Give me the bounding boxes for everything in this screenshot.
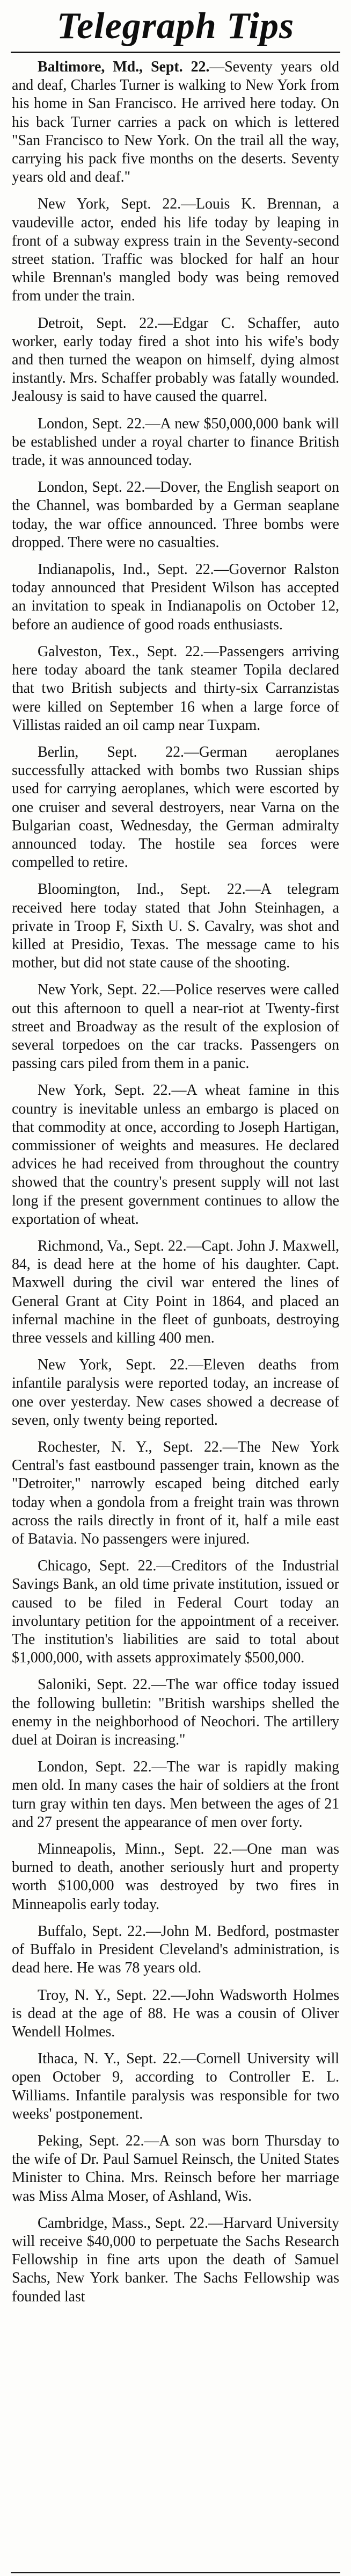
news-item-text: —German aeroplanes successfully attacked with bombs two Russian ships used for carrying aeroplanes, which were escorted by one cruiser and several destroyers, near Varna on the Bulgarian coast, Wednesday, the German admiralty announced today. The hostile sea forces were compelled to retire. — [12, 743, 339, 871]
news-item-text: —The war office today issued the following bulletin: "British warships shelled the enemy in the neighborhood of Neochori. The artillery duel at Doiran is increasing." — [12, 1676, 339, 1749]
news-item — [12, 643, 339, 735]
news-item-text: —A new $50,000,000 bank will be established under a royal charter to finance British trade, it was announced today. — [12, 415, 340, 469]
news-item-dateline: Rochester, N. Y., Sept. 22. — [38, 1439, 223, 1456]
news-item — [12, 195, 339, 305]
news-item — [12, 743, 339, 872]
news-item-text: —Louis K. Brennan, a vaudeville actor, ended his life today by leaping in front of a subway express train in the Seventy-second street station. Traffic was blocked for half an hour while Brennan's mangled body was being removed from under the train. — [12, 196, 339, 305]
news-item-dateline: London, Sept. 22. — [38, 479, 145, 496]
news-item — [12, 415, 339, 470]
news-item-dateline: New York, Sept. 22. — [38, 196, 181, 213]
news-item-dateline: Saloniki, Sept. 22. — [38, 1676, 151, 1694]
news-item-text: —Governor Ralston today announced that President Wilson has accepted an invitation to speak in Indianapolis on October 12, before an audience of good roads enthusiasts. — [12, 561, 340, 633]
news-item-text: —Creditors of the Industrial Savings Bank, an old time private institution, issued or caused to be filed in Federal Court today an involuntary petition for the appointment of a receiver. The institution's liabilities are said to total about $1,000,000, with assets approximately $500,000. — [12, 1558, 340, 1667]
news-item-dateline: London, Sept. 22. — [38, 415, 145, 432]
news-item-text: —Cornell University will open October 9, according to Controller E. L. Williams. Infantile paralysis was responsible for two weeks' postponement. — [12, 2050, 340, 2122]
news-item-text: —Eleven deaths from infantile paralysis were reported today, an increase of one over yesterday. New cases showed a decrease of seven, only twenty being reported. — [12, 1357, 339, 1429]
news-item-text: —John Wadsworth Holmes is dead at the age of 88. He was a cousin of Oliver Wendell Holmes. — [12, 1986, 339, 2040]
news-item-dateline: London, Sept. 22. — [38, 1759, 152, 1776]
news-item-dateline: Buffalo, Sept. 22. — [38, 1922, 146, 1940]
news-item — [12, 2214, 339, 2306]
news-item-text: —The war is rapidly making men old. In many cases the hair of soldiers at the front turn gray within ten days. Men between the ages of 21 and 27 present the appearance of men over forty. — [12, 1759, 339, 1831]
news-item — [12, 1840, 339, 1914]
news-column — [12, 58, 339, 2315]
news-item — [12, 1758, 339, 1832]
news-item — [12, 1438, 339, 1548]
column-bottom-rule — [11, 2572, 340, 2573]
news-item-dateline: Berlin, Sept. 22. — [38, 743, 184, 760]
news-item — [12, 2132, 339, 2206]
news-item-dateline: Ithaca, N. Y., Sept. 22. — [38, 2050, 181, 2068]
news-item-dateline: Detroit, Sept. 22. — [38, 314, 158, 332]
news-item-text: —A wheat famine in this country is inevitable unless an embargo is placed on that commodity at once, according to Joseph Hartigan, commissioner of weights and measures. He declared advices he had received from throughout the country showed that the country's present supply will not last long if the present government continues to allow the exportation of wheat. — [12, 1082, 339, 1228]
news-item-dateline: New York, Sept. 22. — [38, 1082, 172, 1099]
news-item-dateline: Chicago, Sept. 22. — [38, 1558, 157, 1575]
news-item-dateline: Cambridge, Mass., Sept. 22. — [38, 2214, 208, 2231]
news-item — [12, 1356, 339, 1430]
news-item-text: —John M. Bedford, postmaster of Buffalo in President Cleveland's administration, is dead here. He was 78 years old. — [12, 1922, 339, 1977]
news-item-dateline: Richmond, Va., Sept. 22. — [38, 1237, 187, 1254]
news-item-text: —One man was burned to death, another seriously hurt and property worth $100,000 was destroyed by two fires in Minneapolis early today. — [12, 1841, 339, 1913]
news-item — [12, 1922, 339, 1978]
news-item-text: —A telegram received here today stated that John Steinhagen, a private in Troop F, Sixth U. S. Cavalry, was shot and killed at Presidio, Texas. The message came to his mother, but did not state cause of the shooting. — [12, 881, 339, 972]
masthead-rule — [11, 52, 340, 53]
news-item-text: —Police reserves were called out this afternoon to quell a near-riot at Twenty-first street and Broadway as the result of the explosion of several torpedoes on the car tracks. Passengers on passing cars piled from them in a panic. — [12, 981, 340, 1072]
news-item-text: —The New York Central's fast eastbound passenger train, known as the "Detroiter," narrowly escaped being ditched early today when a gondola from a freight train was thrown across the rails directly in front of it, half a mile east of Batavia. No passengers were injured. — [12, 1439, 339, 1548]
news-item — [12, 561, 339, 634]
news-item-dateline: New York, Sept. 22. — [38, 981, 160, 999]
masthead-title: Telegraph Tips — [56, 5, 295, 47]
news-item-dateline: Baltimore, Md., Sept. 22. — [38, 59, 210, 75]
news-item-text: —Dover, the English seaport on the Channel, was bombarded by a German seaplane today, the war office announced. Three bombs were dropped. There were no casualties. — [12, 479, 339, 551]
news-item — [12, 1557, 339, 1667]
news-item — [12, 314, 339, 406]
news-item-dateline: Indianapolis, Ind., Sept. 22. — [38, 561, 214, 578]
news-item-text: —Passengers arriving here today aboard the tank steamer Topila declared that two British subjects and thirty-six Carranzistas were killed on September 16 when a large force of Villistas raided an oil camp near Tuxpam. — [12, 643, 339, 734]
news-item-dateline: New York, Sept. 22. — [38, 1357, 188, 1374]
news-item — [12, 478, 339, 552]
news-item — [12, 1237, 339, 1347]
news-item — [12, 2050, 339, 2123]
news-item — [12, 1986, 339, 2042]
news-item-text: —Edgar C. Schaffer, auto worker, early today fired a shot into his wife's body and then turned the weapon on himself, dying almost instantly. Mrs. Schaffer probably was fatally wounded. Jealousy is said to have caused the quarrel. — [12, 314, 339, 405]
news-item — [12, 880, 339, 972]
news-item — [12, 981, 339, 1073]
news-item-dateline: Minneapolis, Minn., Sept. 22. — [38, 1841, 232, 1858]
news-item-text: —Seventy years old and deaf, Charles Turner is walking to New York from his home in San Francisco. He arrived here today. On his back Turner carries a pack on which is lettered "San Francisco to New York. On the trail all the way, carrying his pack five months on the deserts. Seventy years old and deaf." — [12, 59, 339, 186]
news-item-dateline: Peking, Sept. 22. — [38, 2132, 144, 2149]
news-item — [12, 1676, 339, 1749]
news-item-text: —Harvard University will receive $40,000 to perpetuate the Sachs Research Fellowship in fine arts upon the death of Samuel Sachs, New York banker. The Sachs Fellowship was founded last — [12, 2214, 339, 2305]
news-item-text: —A son was born Thursday to the wife of Dr. Paul Samuel Reinsch, the United States Minister to China. Mrs. Reinsch before her marriage was Miss Alma Moser, of Ashland, Wis. — [12, 2132, 339, 2205]
news-item — [12, 1081, 339, 1229]
news-item-dateline: Troy, N. Y., Sept. 22. — [38, 1986, 171, 2004]
news-item-dateline: Galveston, Tex., Sept. 22. — [38, 643, 204, 660]
news-item — [12, 58, 339, 186]
masthead — [11, 3, 340, 51]
news-item-dateline: Bloomington, Ind., Sept. 22. — [38, 881, 246, 898]
news-item-text: —Capt. John J. Maxwell, 84, is dead here at the home of his daughter. Capt. Maxwell during the civil war entered the lines of General Grant at City Point in 1864, and placed an infernal machine in the fleet of gunboats, destroying three vessels and killing 400 men. — [12, 1237, 339, 1346]
